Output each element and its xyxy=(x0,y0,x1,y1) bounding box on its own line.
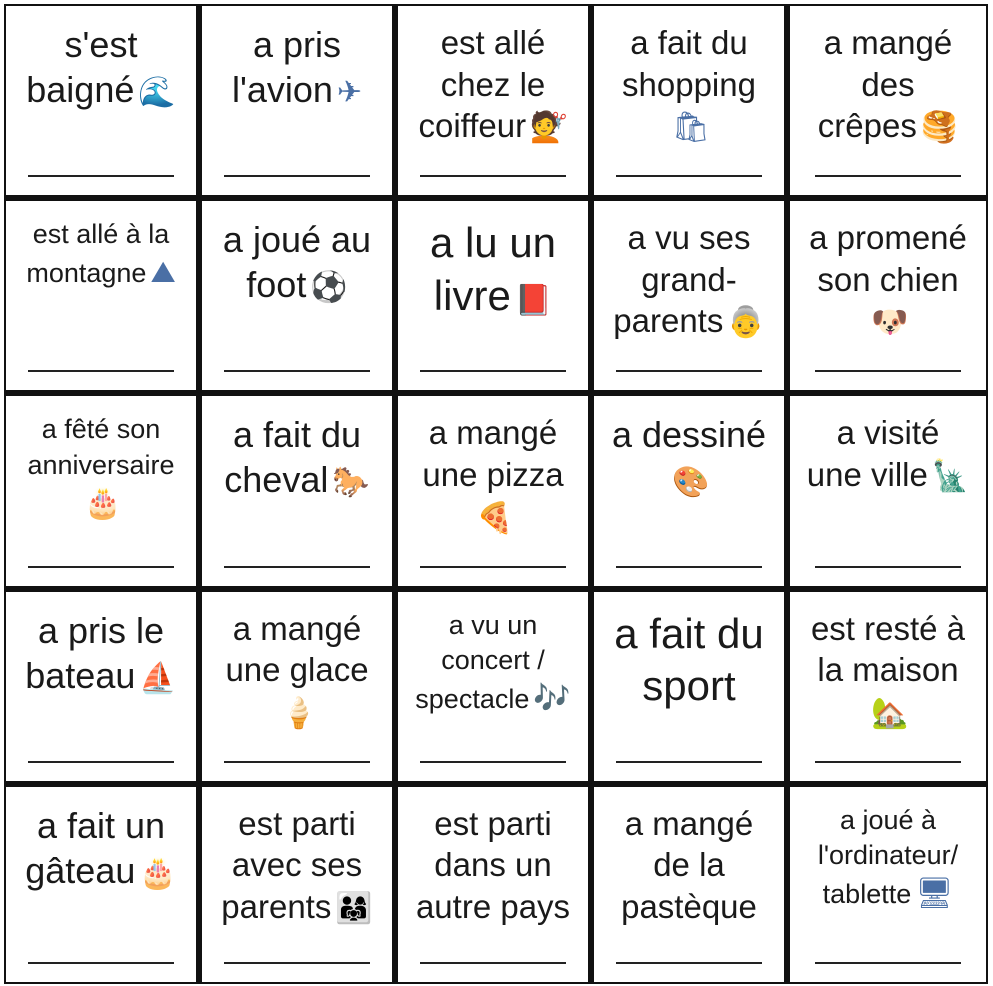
bingo-cell-label: a fait un gâteau xyxy=(25,804,166,891)
bingo-cell-label: a fêté son anniversaire xyxy=(27,414,175,481)
bingo-cell-text xyxy=(224,412,369,502)
bingo-cell-r3c2[interactable] xyxy=(202,396,398,591)
bingo-cell-text xyxy=(406,412,580,537)
bingo-cell-label: a joué à l'ordinateur/ tablette xyxy=(817,804,959,910)
bingo-cell-r1c3[interactable] xyxy=(398,6,594,201)
name-blank-line xyxy=(616,566,762,568)
activity-icon: 👨‍👩‍👧 xyxy=(335,890,373,926)
bingo-cell-text xyxy=(807,412,969,495)
bingo-cell-label: a pris l'avion xyxy=(231,24,341,110)
bingo-cell-text xyxy=(614,608,763,713)
bingo-cell-r4c1[interactable] xyxy=(6,592,202,787)
bingo-cell-text xyxy=(798,217,978,342)
activity-icon: 🎶 xyxy=(533,680,571,716)
bingo-cell-label: a fait du sport xyxy=(614,609,764,710)
name-blank-line xyxy=(815,175,961,177)
name-blank-line xyxy=(616,761,762,763)
activity-icon: 📕 xyxy=(514,282,553,318)
bingo-cell-label: a mangé une pizza xyxy=(422,414,564,493)
name-blank-line xyxy=(616,962,762,964)
bingo-cell-text xyxy=(602,412,776,502)
activity-icon: ⛵ xyxy=(139,660,177,696)
bingo-cell-label: est resté à la maison xyxy=(810,609,966,689)
name-blank-line xyxy=(28,370,174,372)
bingo-cell-text xyxy=(621,803,757,928)
activity-icon: 💇 xyxy=(530,110,568,146)
bingo-cell-label: a fait du shopping xyxy=(622,24,756,103)
bingo-cell-text xyxy=(602,22,776,147)
bingo-cell-label: est parti dans un autre pays xyxy=(415,804,571,925)
name-blank-line xyxy=(28,566,174,568)
bingo-cell-text xyxy=(221,803,372,928)
bingo-cell-r3c3[interactable] xyxy=(398,396,594,591)
name-blank-line xyxy=(815,566,961,568)
bingo-cell-text xyxy=(613,217,764,342)
activity-icon: 🗽 xyxy=(931,458,970,494)
bingo-cell-text xyxy=(415,608,570,719)
bingo-cell-text xyxy=(26,217,175,292)
bingo-cell-r3c4[interactable] xyxy=(594,396,790,591)
bingo-cell-r5c3[interactable] xyxy=(398,787,594,982)
activity-icon: 🍦 xyxy=(280,695,318,731)
activity-icon: 🌊 xyxy=(138,75,176,110)
bingo-cell-label: est allé chez le coiffeur xyxy=(418,24,546,145)
bingo-cell-label: a fait du cheval xyxy=(224,414,362,501)
bingo-cell-label: a vu ses grand- parents xyxy=(613,219,751,340)
name-blank-line xyxy=(616,370,762,372)
bingo-cell-r5c5[interactable] xyxy=(790,787,986,982)
bingo-cell-r1c1[interactable] xyxy=(6,6,202,201)
name-blank-line xyxy=(616,175,762,177)
bingo-cell-label: a visité une ville xyxy=(806,414,940,493)
name-blank-line xyxy=(815,761,961,763)
bingo-cell-label: s'est baigné xyxy=(26,24,138,110)
bingo-cell-text xyxy=(419,22,568,147)
name-blank-line xyxy=(28,962,174,964)
name-blank-line xyxy=(224,761,370,763)
activity-icon: ⚽ xyxy=(310,270,348,306)
activity-icon: 🎨 xyxy=(672,465,710,501)
bingo-cell-text xyxy=(210,608,384,733)
bingo-cell-r2c5[interactable] xyxy=(790,201,986,396)
bingo-cell-r4c2[interactable] xyxy=(202,592,398,787)
bingo-cell-text xyxy=(14,412,188,523)
bingo-cell-label: a mangé une glace xyxy=(225,609,369,689)
name-blank-line xyxy=(420,761,566,763)
bingo-cell-text xyxy=(25,803,176,893)
bingo-cell-label: a dessiné xyxy=(611,414,767,456)
activity-icon: 🎂 xyxy=(84,485,122,521)
activity-icon: 🐶 xyxy=(871,305,909,341)
name-blank-line xyxy=(815,962,961,964)
bingo-cell-r5c2[interactable] xyxy=(202,787,398,982)
bingo-cell-r4c4[interactable] xyxy=(594,592,790,787)
activity-icon: ✈ xyxy=(336,75,363,110)
bingo-cell-label: a joué au foot xyxy=(222,219,372,306)
bingo-cell-r5c4[interactable] xyxy=(594,787,790,982)
name-blank-line xyxy=(420,566,566,568)
bingo-cell-label: est parti avec ses parents xyxy=(221,804,363,925)
bingo-cell-text xyxy=(416,803,570,928)
bingo-cell-label: est allé à la montagne xyxy=(26,219,170,288)
bingo-cell-r4c3[interactable] xyxy=(398,592,594,787)
bingo-cell-text xyxy=(818,22,958,147)
name-blank-line xyxy=(420,370,566,372)
bingo-cell-label: a lu un livre xyxy=(429,219,557,319)
bingo-cell-text xyxy=(430,217,556,322)
bingo-cell-r3c1[interactable] xyxy=(6,396,202,591)
bingo-cell-r2c3[interactable] xyxy=(398,201,594,396)
activity-icon: 👵 xyxy=(727,305,765,341)
name-blank-line xyxy=(28,175,174,177)
activity-icon: ⛰ xyxy=(150,254,176,290)
name-blank-line xyxy=(28,761,174,763)
bingo-cell-r5c1[interactable] xyxy=(6,787,202,982)
name-blank-line xyxy=(224,962,370,964)
bingo-cell-text xyxy=(223,217,371,307)
bingo-cell-text xyxy=(26,22,175,112)
activity-icon: 🎂 xyxy=(139,855,177,891)
bingo-cell-text xyxy=(25,608,176,698)
name-blank-line xyxy=(224,175,370,177)
bingo-cell-r3c5[interactable] xyxy=(790,396,986,591)
bingo-cell-r2c4[interactable] xyxy=(594,201,790,396)
bingo-cell-label: a pris le bateau xyxy=(25,609,165,696)
activity-icon: 🥞 xyxy=(920,110,959,146)
name-blank-line xyxy=(224,566,370,568)
bingo-cell-label: a vu un concert / spectacle xyxy=(415,609,545,714)
bingo-cell-r1c2[interactable] xyxy=(202,6,398,201)
bingo-cell-r1c4[interactable] xyxy=(594,6,790,201)
bingo-cell-r1c5[interactable] xyxy=(790,6,986,201)
bingo-cell-r2c2[interactable] xyxy=(202,201,398,396)
bingo-cell-label: a mangé de la pastèque xyxy=(621,804,757,925)
activity-icon: 🖥 xyxy=(915,876,954,912)
bingo-cell-label: a mangé des crêpes xyxy=(817,24,953,145)
name-blank-line xyxy=(420,962,566,964)
bingo-cell-r2c1[interactable] xyxy=(6,201,202,396)
bingo-cell-text xyxy=(232,22,362,112)
name-blank-line xyxy=(420,175,566,177)
name-blank-line xyxy=(224,370,370,372)
activity-icon: 🍕 xyxy=(476,500,514,536)
bingo-cell-text xyxy=(798,608,978,733)
activity-icon: 🐎 xyxy=(332,465,370,501)
bingo-cell-text xyxy=(818,803,958,914)
name-blank-line xyxy=(815,370,961,372)
activity-icon: 🛍 xyxy=(671,110,711,146)
bingo-cell-label: a promené son chien xyxy=(809,219,967,298)
bingo-grid xyxy=(4,4,988,984)
activity-icon: 🏡 xyxy=(871,695,909,731)
bingo-cell-r4c5[interactable] xyxy=(790,592,986,787)
